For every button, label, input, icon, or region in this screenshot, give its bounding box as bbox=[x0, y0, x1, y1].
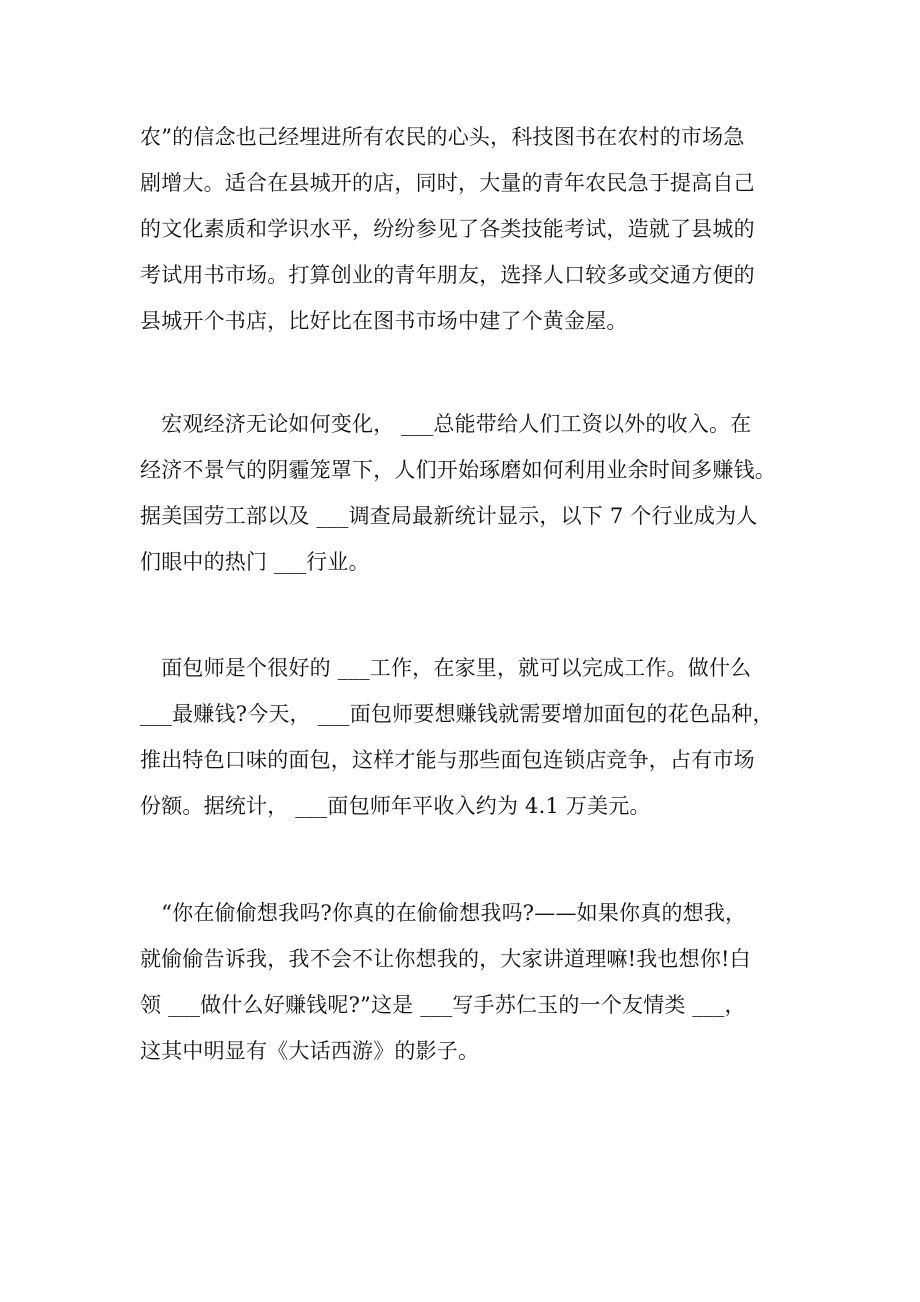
text-line: 就偷偷告诉我，我不会不让你想我的，大家讲道理嘛!我也想你!白 bbox=[140, 947, 751, 971]
text-line: 这其中明显有《大话西游》的影子。 bbox=[140, 1039, 480, 1063]
text-line: 剧增大。适合在县城开的店，同时，大量的青年农民急于提高自己 bbox=[140, 171, 755, 195]
text-line: 宏观经济无论如何变化， ___总能带给人们工资以外的收入。在 bbox=[140, 412, 752, 436]
text-line: “你在偷偷想我吗?你真的在偷偷想我吗?——如果你真的想我， bbox=[140, 901, 747, 925]
text-line: 经济不景气的阴霾笼罩下，人们开始琢磨如何利用业余时间多赚钱。 bbox=[140, 458, 776, 482]
text-line: 的文化素质和学识水平，纷纷参见了各类技能考试，造就了县城的 bbox=[140, 217, 755, 241]
text-line: 份额。据统计， ___面包师年平收入约为 4.1 万美元。 bbox=[140, 794, 651, 818]
text-line: 农”的信念也己经埋进所有农民的心头，科技图书在农村的市场急 bbox=[140, 125, 745, 149]
text-line: ___最赚钱?今天， ___面包师要想赚钱就需要增加面包的花色品种， bbox=[140, 702, 774, 726]
text-line: 们眼中的热门 ___行业。 bbox=[140, 550, 370, 574]
text-line: 据美国劳工部以及 ___调查局最新统计显示，以下 7 个行业成为人 bbox=[140, 504, 758, 528]
text-line: 领 ___做什么好赚钱呢?”这是 ___写手苏仁玉的一个友情类 ___， bbox=[140, 993, 746, 1017]
text-line: 推出特色口味的面包，这样才能与那些面包连锁店竞争，占有市场 bbox=[140, 748, 755, 772]
text-line: 面包师是个很好的 ___工作，在家里，就可以完成工作。做什么 bbox=[140, 656, 752, 680]
text-line: 县城开个书店，比好比在图书市场中建了个黄金屋。 bbox=[140, 309, 628, 333]
text-line: 考试用书市场。打算创业的青年朋友，选择人口较多或交通方便的 bbox=[140, 263, 755, 287]
